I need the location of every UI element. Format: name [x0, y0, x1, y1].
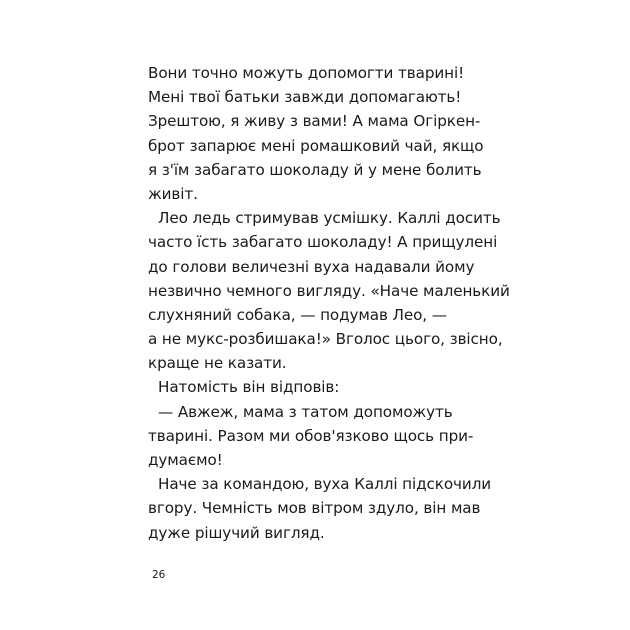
text-line: Вони точно можуть допомогти тварині!	[148, 64, 465, 82]
text-line: думаємо!	[148, 451, 223, 469]
text-line: вгору. Чемність мов вітром здуло, він мав	[148, 499, 481, 518]
paragraph-start-line: — Авжеж, мама з татом допоможуть	[158, 402, 453, 421]
text-line: слухняний собака, — подумав Лео, —	[148, 305, 447, 324]
paragraph-start-line: Натомість він відповів:	[158, 378, 340, 397]
text-line: незвично чемного вигляду. «Наче маленький	[148, 281, 510, 300]
body-text	[148, 61, 510, 545]
paragraph-start-line: Наче за командою, вуха Каллі підскочили	[158, 475, 492, 494]
text-line: Мені твої батьки завжди допомагають!	[148, 88, 462, 107]
text-line: живіт.	[148, 184, 198, 203]
text-line: до голови величезні вуха надавали йому	[148, 257, 475, 276]
text-line: краще не казати.	[148, 354, 287, 373]
page-number: 26	[152, 569, 166, 581]
paragraph-start-line: Лео ледь стримував усмішку. Каллі досить	[158, 209, 501, 228]
text-line: Зрештою, я живу з вами! А мама Огіркен-	[148, 112, 481, 131]
text-line: брот запарює мені ромашковий чай, якщо	[148, 136, 484, 155]
text-line: а не мукс-розбишака!» Вголос цього, звісно,	[148, 330, 503, 349]
text-line: часто їсть забагато шоколаду! А прищулені	[148, 233, 498, 252]
text-line: тварині. Разом ми обов'язково щось при-	[148, 426, 474, 445]
text-line: дуже рішучий вигляд.	[148, 523, 325, 542]
text-line: я з'їм забагато шоколаду й у мене болить	[148, 160, 482, 179]
